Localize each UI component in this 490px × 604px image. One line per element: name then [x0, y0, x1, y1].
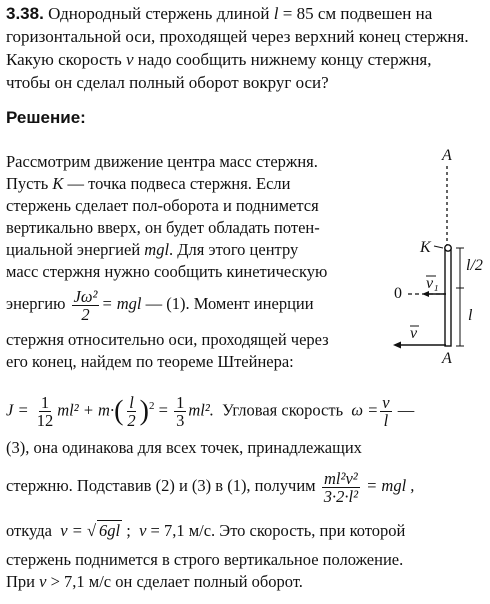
problem-text: Какую скорость — [6, 50, 126, 69]
problem-text: = 85 см подвешен на — [278, 4, 433, 23]
formula: = mgl , — [362, 476, 415, 495]
frac-den: 3 — [176, 411, 185, 431]
label-l: l — [468, 307, 473, 324]
var-k: K — [52, 174, 64, 193]
problem-line-1 — [6, 4, 432, 24]
sqrt-sign: √ — [86, 521, 96, 540]
text: = 7,1 м/с. Это скорость, при которой — [146, 521, 406, 540]
frac-den: l — [383, 411, 389, 431]
frac-den: 2 — [81, 304, 90, 324]
solution-line-inertia — [6, 384, 414, 433]
text: стержню. Подставив (2) и (3) в (1), получим — [6, 476, 316, 495]
problem-line-2: горизонтальной оси, проходящей через верхний конец стержня. — [6, 27, 469, 46]
formula: v = — [60, 521, 87, 540]
text: — точка подвеса стержня. Если — [63, 174, 291, 193]
formula: = — [154, 400, 173, 420]
fraction — [35, 394, 56, 429]
rod-diagram — [390, 148, 486, 368]
formula: ml². — [188, 400, 214, 420]
solution-line: стержня относительно оси, проходящей через — [6, 330, 329, 349]
label-v1: v₁ — [426, 275, 439, 292]
problem-number: 3.38. — [6, 4, 44, 23]
fraction — [174, 394, 186, 429]
rod — [445, 248, 451, 346]
solution-line: вертикально вверх, он будет обладать потен- — [6, 218, 320, 237]
text: энергию — [6, 294, 66, 313]
problem-text: надо сообщить нижнему концу стержня, — [133, 50, 432, 69]
frac-den: 3·2·l² — [323, 486, 359, 506]
var-v: v — [39, 572, 47, 591]
solution-line — [6, 240, 298, 260]
text: При — [6, 572, 40, 591]
solution-line — [6, 572, 303, 592]
pivot-point — [445, 245, 451, 251]
text: . Для этого центру — [169, 240, 299, 259]
frac-num: Jω² — [73, 286, 98, 306]
fraction — [125, 394, 137, 429]
solution-line: стержень сделает пол-оборота и поднимется — [6, 196, 319, 215]
k-pointer — [434, 246, 443, 248]
var-v: v — [139, 521, 147, 540]
label-v: v — [410, 325, 418, 342]
text: — — [393, 400, 415, 420]
solution-line-result — [6, 520, 405, 541]
frac-num: l — [129, 393, 134, 413]
sqrt-content: 6gl — [99, 521, 121, 540]
solution-line: (3), она одинакова для всех точек, принадлежащих — [6, 438, 362, 457]
solution-line — [6, 174, 291, 194]
solution-line-energy — [6, 284, 314, 324]
text: — (1). Момент инерции — [141, 294, 314, 313]
formula: ml² + m· — [57, 400, 115, 420]
exponent: 2 — [149, 400, 155, 412]
problem-text: Однородный стержень длиной — [48, 4, 274, 23]
label-a-bottom: A — [442, 350, 452, 367]
formula: J = — [6, 400, 33, 420]
text: ; — [122, 521, 140, 540]
problem-line-4: чтобы он сделал полный оборот вокруг оси? — [6, 73, 329, 92]
solution-line: Рассмотрим движение центра масс стержня. — [6, 152, 318, 171]
fraction — [380, 394, 391, 429]
var-l: l — [273, 4, 279, 23]
text: откуда — [6, 521, 61, 540]
paren-open: ( — [114, 395, 124, 427]
label-k: K — [420, 239, 431, 256]
problem-line-3 — [6, 50, 432, 70]
text: Пусть — [6, 174, 53, 193]
solution-line-substitution — [6, 464, 414, 508]
fraction — [322, 470, 360, 505]
solution-line: масс стержня нужно сообщить кинетическую — [6, 262, 328, 281]
solution-heading: Решение: — [6, 108, 86, 127]
text: Угловая скорость — [213, 400, 352, 420]
frac-num: 1 — [40, 393, 50, 413]
label-a-top: A — [442, 148, 452, 164]
var-v: v — [125, 50, 134, 69]
fraction-kinetic — [72, 288, 100, 323]
frac-num: 1 — [176, 393, 185, 413]
formula: = mgl — [101, 294, 142, 313]
paren-close: ) — [139, 395, 149, 427]
v-arrowhead — [393, 342, 401, 349]
frac-num: v — [382, 393, 390, 413]
formula-mgl: mgl — [144, 240, 170, 259]
label-half-l: l/2 — [466, 257, 483, 274]
solution-line: его конец, найдем по теореме Штейнера: — [6, 352, 294, 371]
formula-omega: ω = — [351, 400, 379, 420]
text: циальной энергией — [6, 240, 145, 259]
text: > 7,1 м/с он сделает полный оборот. — [46, 572, 303, 591]
frac-num: ml²v² — [324, 468, 358, 488]
frac-den: 2 — [127, 411, 136, 431]
label-zero: 0 — [394, 285, 402, 302]
solution-line: стержень поднимется в строго вертикальное положение. — [6, 550, 404, 569]
frac-den: 12 — [36, 411, 54, 431]
